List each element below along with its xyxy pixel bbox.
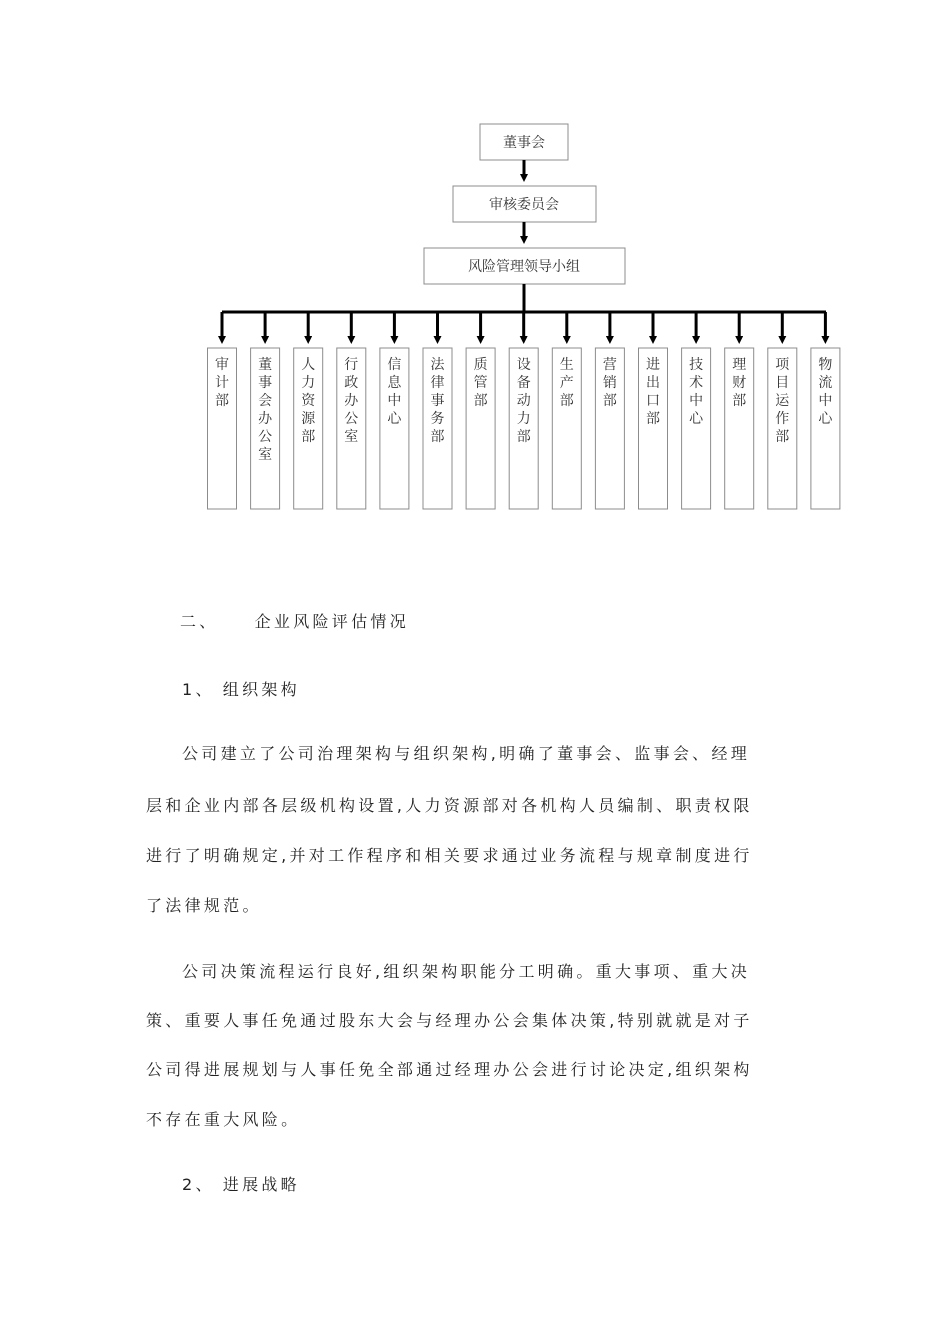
sub1-number: 1、: [182, 680, 215, 699]
sub2-number: 2、: [182, 1175, 215, 1194]
sub1-heading: [182, 677, 300, 700]
para1-line-2: 层和企业内部各层级机构设置,人力资源部对各机构人员编制、职责权限: [146, 796, 753, 815]
org-chart: [0, 0, 950, 560]
audit-committee-label: 审核委员会: [489, 197, 559, 213]
department-label: 营销部: [602, 357, 617, 409]
department-label: 法律事务部: [430, 357, 445, 445]
department-label: 质管部: [473, 357, 488, 409]
department-label: 物流中心: [818, 357, 833, 427]
department-label: 生产部: [559, 357, 574, 409]
para2-line-1: 公司决策流程运行良好,组织架构职能分工明确。重大事项、重大决: [182, 962, 751, 981]
department-label: 信息中心: [387, 357, 402, 427]
para2-line-2: 策、重要人事任免通过股东大会与经理办公会集体决策,特别就就是对子: [146, 1011, 753, 1030]
para2-line-3: 公司得进展规划与人事任免全部通过经理办公会进行讨论决定,组织架构: [146, 1060, 753, 1079]
board-label: 董事会: [503, 135, 545, 151]
risk-group-label: 风险管理领导小组: [468, 259, 580, 275]
para2-line-4: 不存在重大风险。: [146, 1110, 301, 1129]
department-label: 理财部: [732, 357, 747, 409]
department-label: 董事会办公室: [258, 357, 273, 463]
department-label: 审计部: [215, 357, 229, 409]
department-label: 技术中心: [689, 357, 704, 427]
para1-line-1: 公司建立了公司治理架构与组织架构,明确了董事会、监事会、经理: [182, 744, 751, 763]
section-two-number: 二、: [180, 612, 219, 631]
sub2-title: 进展战略: [222, 1175, 300, 1194]
para1-line-3: 进行了明确规定,并对工作程序和相关要求通过业务流程与规章制度进行: [146, 846, 753, 865]
section-two-heading: [180, 609, 409, 632]
department-label: 人力资源部: [301, 357, 316, 445]
section-two-title: 企业风险评估情况: [254, 612, 410, 631]
department-label: 行政办公室: [344, 357, 359, 445]
department-label: 项目运作部: [775, 357, 790, 445]
department-label: 设备动力部: [516, 357, 531, 445]
sub2-heading: [182, 1172, 300, 1195]
sub1-title: 组织架构: [222, 680, 300, 699]
department-label: 进出口部: [646, 357, 660, 427]
department-group: [208, 312, 840, 509]
para1-line-4: 了法律规范。: [146, 896, 262, 915]
